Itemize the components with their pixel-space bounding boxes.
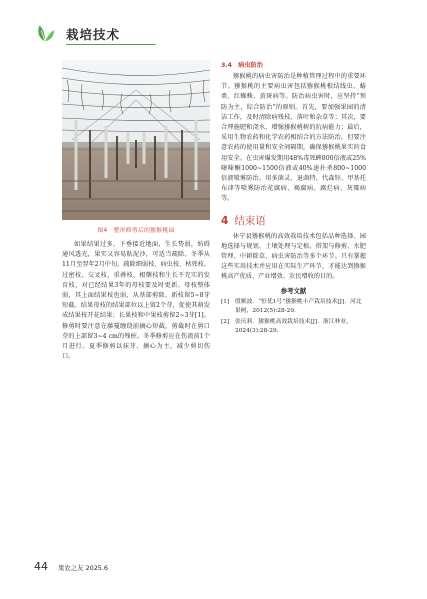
title-underline — [66, 44, 156, 45]
left-column — [62, 60, 210, 362]
pest-control-paragraph: 猕猴桃的病虫害防治是种植管理过程中的重要环节。猕猴桃的主要病虫害包括猕猴桃根结线虫、蝽类、红蜘蛛、黄斑病等。防治病虫害时，应坚持“预防为主，综合防治”的原则。首先，要加强果园的清洁工作，及时清除病残枝、落叶和杂草等；其次，要合理施肥和浇水，增强猕猴桃树的抗病能力；最后，采用生物农药和化学农药相结合的方法防治，但要注意农药的使用量和安全间隔期，确保猕猴桃果实的食用安全。在虫害爆发期用48%毒死蜱800倍液或25%噻嗪酮1000~1500倍液或40%速扑杀800~1000倍液喷雾防治。用多菌灵、退菌特、代森锌、甲基托布津等喷雾防治花腐病、褐腐病、腐烂病、灰霉病等。 — [221, 73, 366, 203]
section-number: 4 — [221, 214, 229, 227]
journal-name: 果农之友 2025.6 — [58, 564, 108, 572]
reference-list — [221, 298, 366, 336]
section-title: 栽培技术 — [66, 27, 121, 42]
page-footer — [0, 560, 427, 580]
left-body-paragraph: 如果结果过多，下垂接近地面，生长势弱，妨碍通风透光，果实又容易粘泥沙，可适当疏除。冬季从11月至翌年2月中旬，疏除细弱枝、病虫枝、枯死枝、过密枝、交叉枝、重叠枝、根蘖枝和生长不充实的发育枝，对已经结果3年的母枝要及时更新。母枝整体弱，其上面结果枝也弱，从基部剪除。新枝留5~8芽短截。结果母枝的结果部位以上留2个芽，促使其萌发成结果枝开花结果；长果枝和中果枝剪留2~3芽[1]。修剪时要注意在藤蔓缠绕前摘心短截，剪截时在剪口芽的上部留3~4 cm的残桩。冬季修剪应在伤流前1个月进行。夏季修剪以抹芽、摘心为主，减少剪切伤口。 — [62, 241, 210, 361]
reference-item — [221, 298, 366, 316]
orchard-photo — [62, 60, 210, 220]
subsection-heading-pest-control: 3.4 病虫防治 — [221, 62, 263, 69]
conclusion-paragraph: 休宁县猕猴桃的高效栽培技术包括品种选择、园地选择与规划、土壤处理与定植、搭架与修剪、水肥管理、中耕除草、病虫害防治等多个环节。只有掌握这些实用技术并应用在实际生产环节，才能达到猕猴桃高产优质、产业增效、农民增收的目的。 — [221, 232, 366, 281]
reference-text: 殷顺波．“恒优1号”猕猴桃丰产栽培技术[J]．河北果树，2012(5):28-29. — [235, 298, 362, 314]
page-header — [0, 0, 427, 48]
references-title: 参考文献 — [280, 286, 307, 295]
section-heading-text: 结束语 — [234, 214, 266, 227]
reference-number: [1] — [221, 298, 230, 305]
orchard-photo-drawing — [62, 60, 210, 220]
reference-item — [221, 318, 366, 336]
reference-text: 张庆莉．猕猴桃高效栽培技术[J]．浙江林业，2024(3):28-29. — [235, 318, 352, 334]
leaf-icon — [34, 22, 56, 44]
right-column — [221, 60, 366, 338]
reference-number: [2] — [221, 318, 230, 325]
page-number: 44 — [34, 560, 48, 573]
section-heading-conclusion — [221, 213, 366, 228]
figure-caption: 图4 整形修剪后的猕猴桃园 — [97, 228, 175, 234]
